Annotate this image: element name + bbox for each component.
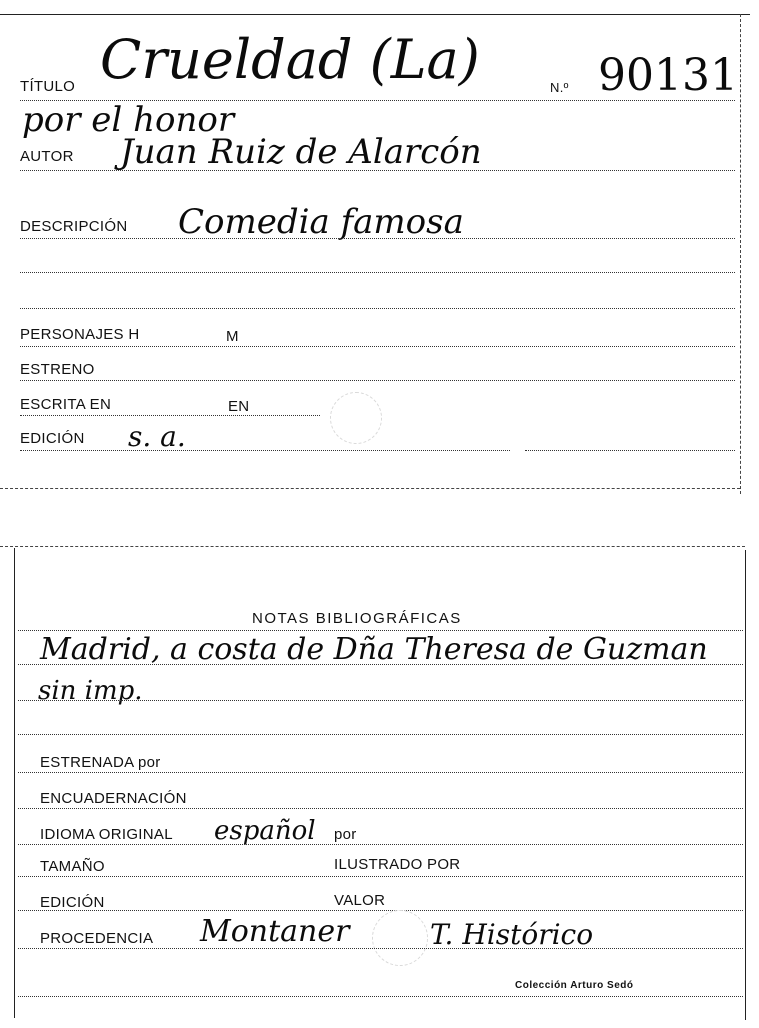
encuadernacion-label: ENCUADERNACIÓN — [40, 790, 187, 807]
titulo-continuation: por el honor — [22, 100, 235, 140]
escrita-rule — [20, 415, 320, 416]
ilustrado-label: ILUSTRADO POR — [334, 856, 461, 873]
edicion-rule-b — [525, 450, 735, 451]
edicion-label: EDICIÓN — [40, 894, 105, 911]
autor-label: AUTOR — [20, 148, 74, 165]
notas-line-2: sin imp. — [38, 676, 143, 706]
edicion-value: s. a. — [128, 420, 186, 453]
descripcion-value: Comedia famosa — [178, 202, 464, 242]
edicion-rule-a — [20, 450, 510, 451]
punch-hole — [330, 392, 382, 444]
descripcion-label: DESCRIPCIÓN — [20, 218, 128, 235]
card-top-edge — [0, 546, 745, 547]
idioma-value: español — [214, 816, 316, 846]
titulo-label: TÍTULO — [20, 78, 76, 95]
estreno-label: ESTRENO — [20, 361, 95, 378]
escrita-en-label: ESCRITA EN — [20, 396, 112, 413]
descripcion-rule-2 — [20, 272, 735, 273]
valor-label: VALOR — [334, 892, 386, 909]
card-right-edge — [740, 14, 741, 494]
autor-value: Juan Ruiz de Alarcón — [120, 132, 482, 172]
catalog-card-back — [0, 540, 759, 1028]
titulo-value: Crueldad (La) — [100, 28, 480, 91]
card-bottom-edge — [0, 488, 740, 489]
escrita-en-second-label: EN — [228, 398, 250, 415]
estrenada-label: ESTRENADA por — [40, 754, 161, 771]
card-left-edge — [14, 548, 15, 1018]
descripcion-rule-3 — [20, 308, 735, 309]
personajes-m-label: M — [226, 328, 239, 345]
procedencia-rule — [18, 948, 743, 949]
notas-rule-3 — [18, 734, 743, 735]
edicion-label: EDICIÓN — [20, 430, 85, 447]
notas-rule-1 — [18, 664, 743, 665]
notas-heading: NOTAS BIBLIOGRÁFICAS — [252, 610, 462, 627]
coleccion-credit: Colección Arturo Sedó — [515, 980, 634, 991]
idioma-label: IDIOMA ORIGINAL — [40, 826, 173, 843]
descripcion-rule-1 — [20, 238, 735, 239]
punch-hole — [372, 910, 428, 966]
personajes-rule — [20, 346, 735, 347]
personajes-label: PERSONAJES H — [20, 326, 140, 343]
estrenada-rule — [18, 772, 743, 773]
encuadernacion-rule — [18, 808, 743, 809]
tamano-rule — [18, 876, 743, 877]
estreno-rule — [20, 380, 735, 381]
procedencia-label: PROCEDENCIA — [40, 930, 154, 947]
notas-rule-0 — [18, 630, 743, 631]
procedencia-value-2: T. Histórico — [430, 918, 594, 951]
notas-line-1: Madrid, a costa de Dña Theresa de Guzman — [40, 632, 708, 667]
card-top-edge — [0, 14, 750, 15]
tamano-label: TAMAÑO — [40, 858, 105, 875]
numero-value: 90131 — [598, 50, 738, 101]
idioma-por-label: por — [334, 826, 357, 843]
autor-rule — [20, 170, 735, 171]
procedencia-value: Montaner — [200, 914, 350, 949]
card-right-edge — [745, 550, 746, 1020]
edicion-rule — [18, 910, 743, 911]
numero-label: N.º — [550, 80, 569, 95]
footer-rule — [18, 996, 743, 997]
idioma-rule — [18, 844, 743, 845]
catalog-card-front — [0, 0, 759, 500]
notas-rule-2 — [18, 700, 743, 701]
